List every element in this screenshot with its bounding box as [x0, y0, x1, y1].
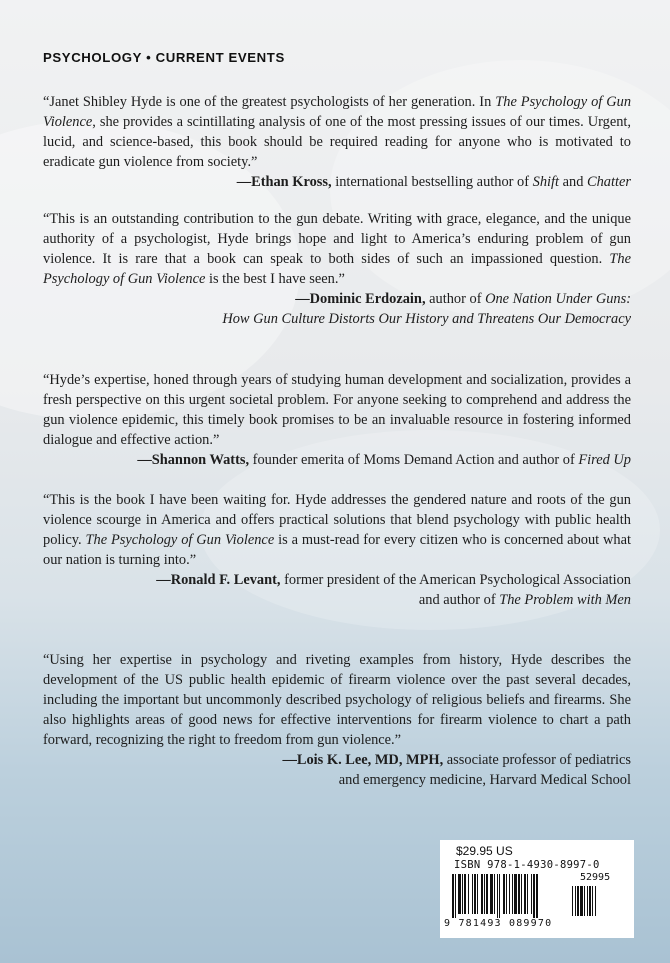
barcode-supp-bar	[587, 886, 588, 916]
barcode-supp-bar	[575, 886, 576, 916]
barcode-bar	[494, 874, 495, 914]
barcode-supp-bar	[577, 886, 579, 916]
barcode-bar	[497, 874, 498, 918]
barcode-bar	[506, 874, 507, 914]
barcode-bar	[452, 874, 454, 918]
attribution: —Ethan Kross, international bestselling author of Shift and Chatter	[236, 174, 631, 190]
quote-text: “This is an outstanding contribution to the gun debate. Writing with grace, elegance, and the unique authority of a psychologist, Hyde brings hope and light to America’s enduring problem of gun violence. It is rare that a book can speak to both sides of such an impassioned question. The Psychology of Gun Violence is the best I have seen.”	[43, 211, 631, 287]
barcode-panel	[440, 840, 634, 938]
barcode-supp-bar	[592, 886, 593, 916]
quote-text: “Janet Shibley Hyde is one of the greatest psychologists of her generation. In The Psychology of Gun Violence, she provides a scintillating analysis of one of the most pressing issues of our times. Urgent, lucid, and science-based, this book should be required reading for anyone who is motivated to eradicate gun violence from society.”	[43, 94, 632, 170]
barcode-supp-bar	[572, 886, 573, 916]
barcode-digits: 9 781493 089970	[444, 918, 553, 929]
attribution: —Lois K. Lee, MD, MPH, associate professor of pediatrics and emergency medicine, Harvard Medical School	[282, 752, 631, 788]
attribution: —Ronald F. Levant, former president of the American Psychological Association and author of The Problem with Men	[156, 572, 631, 608]
supplement-digits: 52995	[580, 872, 611, 883]
blurb-1	[43, 92, 631, 192]
barcode-bar	[468, 874, 469, 914]
barcode-supp-bar	[595, 886, 596, 916]
barcode-bar	[462, 874, 463, 914]
barcode-bar	[472, 874, 473, 914]
barcode-bar	[524, 874, 526, 914]
barcode-bar	[499, 874, 500, 918]
blurb-3	[43, 370, 631, 470]
barcode-supp-bar	[580, 886, 583, 916]
barcode-bar	[527, 874, 528, 914]
barcode-bar	[518, 874, 520, 914]
category-label: PSYCHOLOGY • CURRENT EVENTS	[43, 50, 285, 65]
blurb-5	[43, 650, 631, 790]
barcode-bar	[503, 874, 505, 914]
barcode-bar	[486, 874, 488, 914]
barcode-bar	[474, 874, 476, 914]
barcode-bar	[455, 874, 456, 918]
barcode-bar	[533, 874, 535, 918]
barcode-bar	[521, 874, 522, 914]
quote-text: “Using her expertise in psychology and riveting examples from history, Hyde describes the development of the US public health epidemic of firearm violence over the past several decades, including the important but uncommonly described psychology of religious beliefs and firearms. She also highlights areas of good news for effective interventions for firearm violence to chart a path forward, recognizing the right to freedom from gun violence.”	[43, 652, 631, 748]
barcode-bar	[477, 874, 478, 914]
barcode-bar	[490, 874, 493, 914]
blurb-2	[43, 209, 631, 329]
attribution: —Shannon Watts, founder emerita of Moms Demand Action and author of Fired Up	[137, 452, 631, 468]
barcode-bar	[481, 874, 483, 914]
isbn-label: ISBN 978-1-4930-8997-0	[454, 859, 600, 871]
barcode-bar	[514, 874, 517, 914]
barcode-supp-bar	[584, 886, 585, 916]
barcode-bar	[531, 874, 532, 914]
barcode-bar	[458, 874, 461, 914]
quote-text: “Hyde’s expertise, honed through years of studying human development and socialization, provides a fresh perspective on this urgent societal problem. For anyone seeking to comprehend and address the gun violence epidemic, this timely book promises to be an invaluable resource in fostering informed dialogue and effective action.”	[43, 372, 631, 448]
barcode-supp-bar	[589, 886, 591, 916]
quote-text: “This is the book I have been waiting for. Hyde addresses the gendered nature and roots of the gun violence scourge in America and offers practical solutions that blend psychology with public health policy. The Psychology of Gun Violence is a must-read for every citizen who is concerned about what our nation is turning into.”	[43, 492, 631, 568]
barcode-bar	[484, 874, 485, 914]
attribution: —Dominic Erdozain, author of One Nation Under Guns: How Gun Culture Distorts Our History and Threatens Our Democracy	[222, 291, 631, 327]
price-label: $29.95 US	[456, 844, 513, 858]
barcode-bar	[464, 874, 466, 914]
barcode-icon	[452, 874, 632, 918]
barcode-bar	[512, 874, 513, 914]
barcode-bar	[536, 874, 538, 918]
barcode-bar	[509, 874, 510, 914]
blurb-4	[43, 490, 631, 610]
